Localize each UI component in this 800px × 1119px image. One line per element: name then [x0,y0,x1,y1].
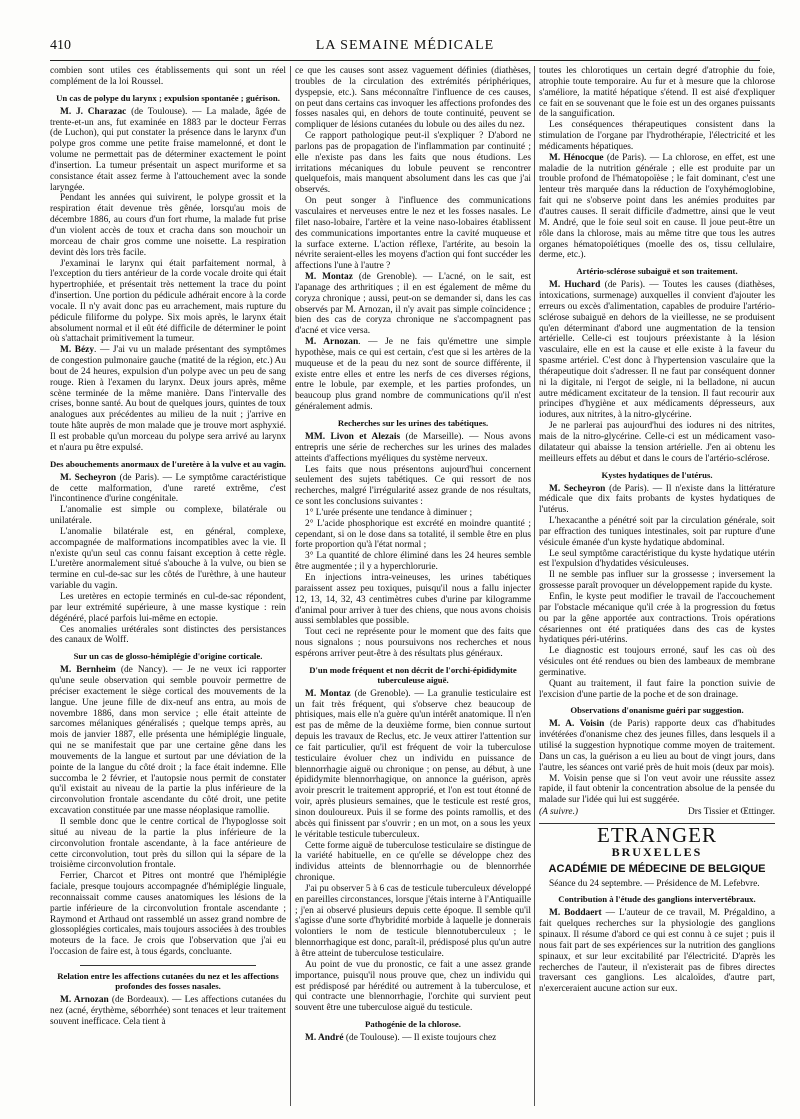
article-paragraph [50,665,286,817]
paragraph-text: On peut songer à l'influence des communications vasculaires et nerveuses entre le nez et les fosses nasales. Le filet naso-lobaire, l'artère et la veine naso-lobaires établissent des communications importantes entre la cavité muqueuse et la surface externe. L'action réflexe, l'artérite, au besoin la névrite seraient-elles les moyens d'action qui font succéder les affections l'une à l'autre ? [295,196,531,272]
paragraph-text: (de Paris) rapporte deux cas d'habitudes invétérées d'onanisme chez des jeunes filles, dans lesquels il a utilisé la suggestion hypnotique comme moyen de traitement. Dans un cas, la guérison a eu lieu au bout de vingt jours, dans l'autre, les séances ont varié près de huit mois (deux par mois). [539,719,775,773]
header-rule [50,60,760,61]
paragraph-text: 3° La quantité de chlore éliminé dans les 24 heures semble être augmentée ; il y a hyperchlorurie. [295,551,531,573]
city-heading: BRUXELLES [611,844,703,859]
article-paragraph [295,508,531,519]
speaker-name: M. J. Charazac [60,106,127,117]
column-2 [295,66,531,1106]
paragraph-text: 1° L'urée présente une tendance à diminuer ; [305,507,473,518]
article-paragraph [539,646,775,679]
article-paragraph [50,259,286,346]
paragraph-text: Il ne semble pas influer sur la grossesse ; inversement la grossesse paraît provoquer un développement rapide du kyste. [539,570,775,592]
paragraph-text: Les conséquences thérapeutiques consistent dans la stimulation de l'organe par l'hydrothérapie, l'électricité et les médicaments hépatiques. [539,120,775,152]
paragraph-text: Ces anomalies urétérales sont distinctes des persistances des canaux de Wolff. [50,624,286,646]
article-paragraph [539,280,775,421]
speaker-name: M. Boddaert [549,908,602,919]
article-paragraph [539,549,775,571]
article-paragraph [50,107,286,194]
article-paragraph [295,66,531,131]
speaker-name: M. Arnozan [60,994,109,1005]
article-heading: Kystes hydatiques de l'utérus. [601,469,713,480]
paragraph-text: M. Voisin pense que si l'on veut avoir une réussite assez rapide, il faut obtenir la concentration absolue de la pensée du malade sur l'idée qui lui est suggérée. [539,773,775,806]
paragraph-text: (de Grenoble). — L'acné, on le sait, est l'apanage des arthritiques ; il en est également de même du coryza chronique ; aussi, peut-on se demander si, dans les cas observés par M. Arnozan, il n'y avait pas simple coïncidence ; bien des cas de coryza chronique ne s'accompagnent pas d'acné et vice versa. [295,272,531,337]
speaker-name: M. Hénocque [549,152,604,163]
column-divider [534,66,535,1106]
paragraph-text: Le diagnostic est toujours erroné, sauf les cas où des vésicules ont été rendues ou bien des lambeaux de membrane germinative. [539,646,775,678]
section-title-etranger: ETRANGER [597,823,717,847]
article-paragraph [50,193,286,258]
running-title: LA SEMAINE MÉDICALE [315,38,495,53]
article-paragraph [295,841,531,884]
article-paragraph [539,516,775,549]
article-paragraph [539,66,775,120]
article-paragraph [50,817,286,871]
article-paragraph [539,679,775,701]
article-paragraph [50,527,286,592]
speaker-name: M. Huchard [549,280,601,291]
paragraph-text: (de Paris). — Il n'existe dans la littérature médicale que dix faits probants de kystes hydatiques de l'utérus. [539,483,775,516]
article-paragraph [295,196,531,272]
paragraph-text: Ce rapport pathologique peut-il s'expliquer ? D'abord ne parlons pas de propagation de l'inflammation par continuité ; elle n'existe pas dans les faits que nous étudions. Les irritations mécaniques du lobule peuvent se rencontrer quelquefois, mais manquent absolument dans les cas que j'ai observés. [295,131,531,196]
paragraph-text: (de Toulouse). — La malade, âgée de trente-et-un ans, fut examinée en 1883 par le docteur Ferras (de Luchon), qui put constater la présence dans le larynx d'un polype gros comme une petite fraise mamelonné, et dont le volume ne permettait pas de déterminer exactement le point d'insertion. La tumeur présentait un aspect muriforme et sa consistance était assez ferme à l'attouchement avec la sonde laryngée. [50,106,286,193]
section-rule [80,965,256,966]
page-header [50,38,760,58]
paragraph-text: (de Paris). — Le symptôme caractéristique de cette malformation, d'une rareté extrême, c'est l'incontinence d'urine congénitale. [50,472,286,505]
article-paragraph [295,627,531,660]
paragraph-text: L'anomalie bilatérale est, en général, complexe, accompagnée de malformations incompatibles avec la vie. Il n'existe qu'un seul cas connu faisant exception à cette règle. L'uretère anormalement situé s'abouche à la vulve, ou bien se termine en cul-de-sac sur les côtés de l'urèthre, à une hauteur variable du vagin. [50,526,286,592]
article-paragraph [295,960,531,1014]
article-paragraph [539,153,775,261]
article-paragraph [295,1033,531,1044]
paragraph-text: Il semble donc que le centre cortical de l'hypoglosse soit situé au niveau de la partie la plus inférieure de la circonvolution frontale ascendante, à la face antérieure de cette circonvolution, tout près du sillon qui la sépare de la troisième circonvolution frontale. [50,817,286,871]
article-heading: Artério-sclérose subaiguë et son traitement. [576,266,738,277]
article-paragraph [50,995,286,1028]
article-paragraph [295,573,531,627]
signoff [539,807,775,818]
article-paragraph [539,908,775,995]
article-paragraph [539,484,775,517]
paragraph-text: Pendant les années qui suivirent, le polype grossit et la respiration était devenue très gênée, lorsqu'au mois de décembre 1886, au cours d'un fort rhume, la malade fut prise d'un violent accès de toux et cracha dans son mouchoir un morceau de chair gros comme une noisette. La respiration devint dès lors très facile. [50,193,286,258]
article-paragraph [295,337,531,413]
speaker-name: M. A. Voisin [549,719,605,730]
paragraph-text: (de Paris). — Toutes les causes (diathèses, intoxications, surmenage) auxquelles il convient d'ajouter les erreurs ou excès d'alimentation, capables de produire l'artério-sclérose subaiguë en dehors de la vieillesse, ne se produisent qu'en déterminant d'abord une augmentation de la tension artérielle. Celle-ci est toujours préexistante à la lésion vasculaire, elle en est la cause et elle existe à la faveur du spasme artériel. C'est donc à l'hypertension vasculaire que la thérapeutique doit s'adresser. Il ne faut par conséquent donner ni la digitale, ni l'ergot de seigle, ni la belladone, ni aucun autre médicament excitateur de la tension. Il faut recourir aux principes d'hygiène et aux médicaments dépresseurs, aux iodures, aux nitrites, à la nitro-glycérine. [539,280,775,421]
paragraph-text: J'ai pu observer 5 à 6 cas de testicule tuberculeux développé en pareilles circonstances, lorsque j'étais interne à l'Antiquaille ; j'en ai observé plusieurs depuis cette époque. Il semble qu'il s'agisse d'une sorte d'hybridité morbide à laquelle je donnerais volontiers le nom de testicule blennotuberculeux ; le blennorrhagique est donc, paraît-il, prédisposé plus qu'un autre à être atteint de tuberculose testiculaire. [295,883,531,959]
article-paragraph [295,272,531,337]
session-line: Séance du 24 septembre. — Présidence de M. Lefebvre. [549,878,760,889]
paragraph-text: (de Bordeaux). — Les affections cutanées du nez (acné, érythème, séborrhée) sont tenaces et leur traitement souvent inefficace. Cela tient à [50,994,286,1027]
article-paragraph [539,719,775,773]
speaker-name: M. Montaz [305,272,353,283]
speaker-name: M. Montaz [305,688,351,699]
paragraph-text: . — Je ne fais qu'émettre une simple hypothèse, mais ce qui est certain, c'est que si les artères de la muqueuse et de la peau du nez sont de source différente, il existe entre elles et entre les nerfs de ces diverses régions, entre le lobule, par exemple, et les parties profondes, un beaucoup plus grand nombre de communications qu'il n'est généralement admis. [295,337,531,413]
article-paragraph [295,432,531,465]
column-1 [50,66,286,1106]
paragraph-text: J'examinai le larynx qui était parfaitement normal, à l'exception du tiers antérieur de la corde vocale droite qui était hypertrophiée, et présentait très nettement la trace du point d'insertion. Une portion du pédicule adhérait encore à la corde vocale. Il n'y avait donc pas eu arrachement, mais rupture du pédicule filiforme du polype. Six mois après, le larynx était absolument normal et il eût été difficile de déterminer le point où s'attachait primitivement la tumeur. [50,258,286,345]
paragraph-text: L'anomalie est simple ou complexe, bilatérale ou unilatérale. [50,505,286,527]
article-paragraph [539,592,775,646]
paragraph-text: Le seul symptôme caractéristique du kyste hydatique utérin est l'expulsion d'hydatides vésiculeuses. [539,548,775,570]
paragraph-text: Les uretères en ectopie terminés en cul-de-sac répondent, par leur extrémité supérieure, à une masse kystique : rein dégénéré, placé parfois lui-même en ectopie. [50,591,286,624]
article-paragraph [50,66,286,88]
article-paragraph [50,871,286,958]
paragraph-text: combien sont utiles ces établissements qui sont un réel complément de la loi Roussel. [50,66,286,87]
article-paragraph [539,570,775,592]
article-heading: Pathogénie de la chlorose. [365,1019,461,1030]
speaker-name: M. Bézy [60,345,95,356]
speaker-name: MM. Livon et Alezais [305,432,401,442]
article-heading: Sur un cas de glosso-hémiplégie d'origine corticale. [73,651,263,662]
paragraph-text: (de Marseille). — Nous avons entrepris une série de recherches sur les urines des malades atteints d'affections myéliques du système nerveux. [295,432,531,464]
article-paragraph [539,421,775,464]
paragraph-text: Quant au traitement, il faut faire la ponction suivie de l'excision d'une partie de la poche et de son drainage. [539,678,775,700]
paragraph-text: (de Grenoble). — La granulie testiculaire est un fait très fréquent, qui s'observe chez beaucoup de phtisiques, mais elle n'a guère qu'un intérêt anatomique. Il n'en est pas de même de la deuxième forme, bien connue surtout depuis les travaux de Reclus, etc. Je veux attirer l'attention sur ce fait particulier, qu'il est fréquent de voir la tuberculose testiculaire évoluer chez un individu en puissance de blennorrhagie aiguë ou chronique ; on pense, au début, à une épididymite blennorrhagique, on annonce la guérison, après avoir prescrit le traitement approprié, et l'on est tout étonné de voir, après plusieurs semaines, que le testicule est resté gros, sinon douloureux. Puis il se forme des points ramollis, et des abcès qui finissent par s'ouvrir ; en un mot, on a sous les yeux le véritable testicule tuberculeux. [295,688,531,840]
paragraph-text: Tout ceci ne représente pour le moment que des faits que nous signalons ; nous poursuivons nos recherches et nous espérons arriver peut-être à des résultats plus généraux. [295,627,531,659]
article-heading: D'un mode fréquent et non décrit de l'orchi-épididymite tuberculeuse aiguë. [309,664,517,685]
article-heading: Contribution à l'étude des ganglions intervertébraux. [558,894,756,905]
paragraph-text: (de Paris). — La chlorose, en effet, est une maladie de la nutrition générale ; elle est produite par un trouble profond de l'hématopoïèse ; le fait dominant, c'est une lenteur très marquée dans la réduction de l'oxyhémoglobine, fait qui ne s'observe point dans les anémies produites par d'autres causes. Il serait difficile d'admettre, ainsi que le veut M. André, que le foie seul soit en cause. Il joue peut-être un rôle dans la chlorose, mais au même titre que tous les autres organes hématopoïétiques (moelle des os, tissu cellulaire, derme, etc.). [539,152,775,261]
paragraph-text: Enfin, le kyste peut modifier le travail de l'accouchement par l'obstacle mécanique qu'il crée à la progression du fœtus ou par la gêne apportée aux contractions. Trois opérations césariennes ont été pratiquées dans des cas de kystes hydatiques péri-utérins. [539,591,775,646]
paragraph-text: En injections intra-veineuses, les urines tabétiques paraissent assez peu toxiques, puisqu'il nous a fallu injecter 12, 13, 14, 32, 43 centimètres cubes d'urine par kilogramme d'animal pour arriver à tuer des chiens, que nous avons choisis aussi semblables que possible. [295,572,531,627]
paragraph-text: Les faits que nous présentons aujourd'hui concernent seulement des sujets tabétiques. Ce qui ressort de nos recherches, malgré l'irrégularité assez grande de nos résultats, ce sont les conclusions suivantes : [295,464,531,508]
article-paragraph [295,689,531,841]
paragraph-text: 2° L'acide phosphorique est excrété en moindre quantité ; cependant, si on le dose dans sa totalité, il semble être en plus forte proportion qu'à l'état normal ; [295,518,531,551]
paragraph-text: (de Nancy). — Je ne veux ici rapporter qu'une seule observation qui semble pouvoir permettre de préciser exactement le siège cortical des mouvements de la langue. Une jeune fille de dix-neuf ans entra, au mois de novembre 1886, dans mon service ; elle était atteinte de sarcomes mélaniques généralisés ; quelque temps après, au mois de janvier 1887, elle présenta une hémiplégie linguale, qui ne se manifestait que par une certaine gêne dans les mouvements de la langue et surtout par une déviation de la pointe de la langue du côté droit ; la face était indemne. Elle succomba le 2 février, et l'autopsie nous permit de constater qu'il existait au niveau de la partie la plus inférieure de la circonvolution frontale ascendante du côté droit, une petite excavation constituée par une masse néoplasique ramollie. [50,665,286,817]
article-paragraph [295,519,531,552]
signoff-continued: (A suivre.) [539,807,579,818]
paragraph-text: — L'auteur de ce travail, M. Prégaldino, a fait quelques recherches sur la physiologie des ganglions spinaux. Il résume d'abord ce qui est connu à ce sujet ; puis il nous fait part de ses expériences sur la nutrition des ganglions spinaux, et sur leur excitabilité par l'électricité. D'après les recherches de l'auteur, il n'existerait pas de fibres directes traversant ces ganglions. Les alcaloïdes, d'autre part, n'exerceraient aucune action sur eux. [539,908,775,995]
article-paragraph [50,625,286,647]
article-heading: Un cas de polype du larynx ; expulsion spontanée ; guérison. [56,92,280,103]
speaker-name: M. Secheyron [549,483,606,494]
column-divider [290,66,291,1106]
paragraph-text: L'hexacanthe a pénétré soit par la circulation générale, soit par effraction des tuniques intestinales, soit par rupture d'une vésicule émanée d'un kyste hydatique abdominal. [539,516,775,548]
article-paragraph [295,551,531,573]
article-paragraph [50,592,286,625]
article-paragraph [50,505,286,527]
paragraph-text: ce que les causes sont assez vaguement définies (diathèses, troubles de la circulation des extrémités périphériques, dyspepsie, etc.). Sans méconnaître l'influence de ces causes, on peut dans certains cas invoquer les affections profondes des fosses nasales qui, en dehors de toute continuité, peuvent se compliquer de lésions cutanées du lobule ou des ailes du nez. [295,66,531,131]
article-heading: Relation entre les affections cutanées du nez et les affections profondes des fosses nasales. [57,970,279,991]
article-heading: Des abouchements anormaux de l'uretère à la vulve et au vagin. [50,458,286,469]
paragraph-text: (de Toulouse). — Il existe toujours chez [343,1033,497,1044]
paragraph-text: Cette forme aiguë de tuberculose testiculaire se distingue de la variété habituelle, en ce qu'elle se développe chez des individus atteints de blennorrhagie ou de blennorrhée chronique. [295,840,531,884]
article-paragraph [295,884,531,960]
column-3-articles [539,66,775,806]
article-paragraph [539,774,775,807]
paragraph-text: Au point de vue du pronostic, ce fait a une assez grande importance, puisqu'il nous prouve que, chez un individu qui est prédisposé par hérédité ou autrement à la tuberculose, et qui contracte une blennorrhagie, l'orchite qui survient peut souvent être une tuberculose aiguë du testicule. [295,959,531,1014]
article-paragraph [295,465,531,508]
academy-heading: ACADÉMIE DE MÉDECINE DE BELGIQUE [548,862,766,875]
speaker-name: M. Arnozan [305,337,359,348]
article-heading: Observations d'onanisme guéri par suggestion. [570,705,744,716]
signoff-authors: Drs Tissier et Œttinger. [688,807,775,818]
article-paragraph [539,120,775,153]
speaker-name: M. Secheyron [60,472,117,483]
article-paragraph [295,131,531,196]
paragraph-text: Je ne parlerai pas aujourd'hui des iodures ni des nitrites, mais de la nitro-glycérine. Celle-ci est un médicament vaso-dilatateur qui abaisse la tension artérielle. J'en ai obtenu les meilleurs effets au début et dans le cours de l'artério-sclérose. [539,421,775,464]
column-3 [539,66,775,1106]
article-paragraph [50,473,286,506]
article-heading: Recherches sur les urines des tabétiques. [337,418,489,428]
speaker-name: M. Bernheim [60,665,116,676]
paragraph-text: toutes les chlorotiques un certain degré d'atrophie du foie, atrophie toute temporaire. Au fur et à mesure que la chlorose s'améliore, la matité hépatique s'étend. Il est aisé d'expliquer ce fait en se souvenant que le foie est un des organes puissants de la sanguification. [539,66,775,120]
paragraph-text: . — J'ai vu un malade présentant des symptômes de congestion pulmonaire gauche (matité de la région, etc.) Au bout de 24 heures, expulsion d'un polype avec un peu de sang rouge. Rien à l'examen du larynx. Deux jours après, même scène terminée de la même manière. Dans l'intervalle des crises, bonne santé. Au bout de quelques jours, quintes de toux analogues aux précédentes au milieu de la nuit ; j'arrive en toute hâte auprès de mon malade que je trouve mort asphyxié. Il est probable qu'un morceau du polype sera arrivé au larynx et n'aura pu être expulsé. [50,345,286,453]
article-paragraph [50,345,286,453]
paragraph-text: Ferrier, Charcot et Pitres ont montré que l'hémiplégie faciale, presque toujours accompagnée d'hémiplégie linguale, reconnaissait comme causes anatomiques les lésions de la partie inférieure de la circonvolution frontale ascendante ; Raymond et Arthaud ont rassemblé un assez grand nombre de glossoplégies corticales, mais toujours associées à des troubles moteurs de la face. Je crois que l'observation que j'ai eu l'occasion de faire est, à tous égards, concluante. [50,871,286,958]
speaker-name: M. André [305,1033,344,1044]
page-number: 410 [50,38,71,53]
